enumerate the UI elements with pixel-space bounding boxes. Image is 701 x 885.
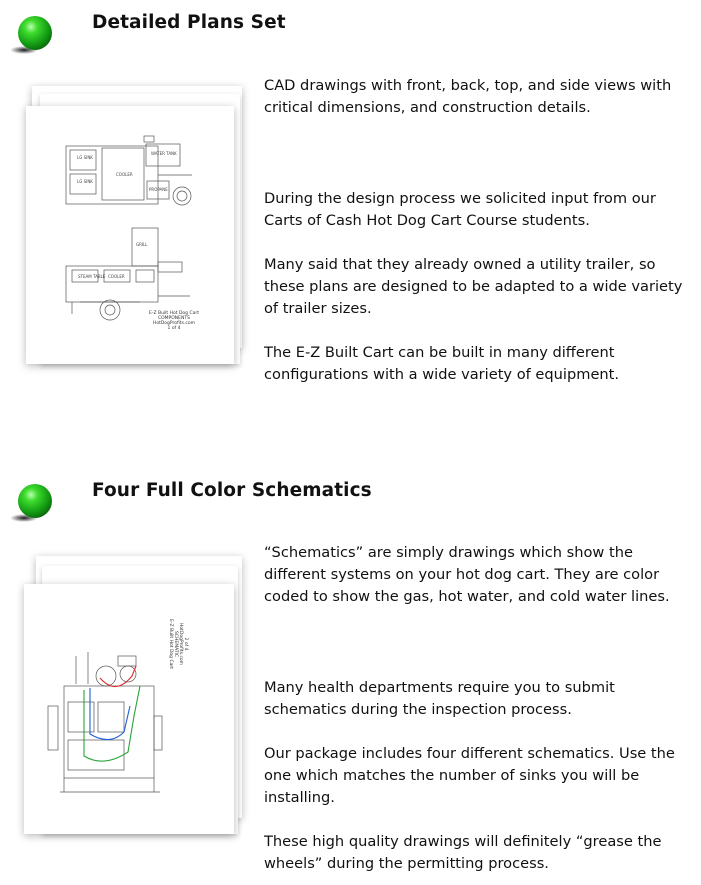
drawing-caption-line: COMPONENTS xyxy=(157,316,191,321)
schematic-drawing-image xyxy=(20,556,250,846)
drawing-caption-line: E-Z Built Hot Dog Cart xyxy=(149,311,199,316)
svg-text:STEAM TABLE: STEAM TABLE xyxy=(78,274,106,279)
section-heading: Four Full Color Schematics xyxy=(92,480,372,501)
section-heading: Detailed Plans Set xyxy=(92,12,286,33)
paragraph: These high quality drawings will definitely “grease the wheels” during the permitting process. xyxy=(264,833,662,872)
paragraph: Our package includes four different schematics. Use the one which matches the number of sinks you will be installing. xyxy=(264,745,675,806)
drawing-caption-line: 2 of 4 xyxy=(183,637,188,651)
svg-text:LG SINK: LG SINK xyxy=(77,155,93,160)
svg-text:COOLER: COOLER xyxy=(108,274,125,279)
plans-document-thumbnail xyxy=(20,86,250,376)
drawing-caption-line: 1 of 4 xyxy=(167,326,181,331)
drawing-caption-line: SCHEMATIC xyxy=(173,630,178,658)
section-color-schematics xyxy=(0,470,701,885)
paragraph: “Schematics” are simply drawings which show the different systems on your hot dog cart. They are color coded to show the gas, hot water, and cold water lines. xyxy=(264,544,670,605)
drawing-caption-line: HotDogProfits.com xyxy=(178,622,183,666)
paragraph: Many health departments require you to submit schematics during the inspection process. xyxy=(264,679,615,718)
svg-text:LG SINK: LG SINK xyxy=(77,179,93,184)
svg-text:WATER TANK: WATER TANK xyxy=(151,151,177,156)
paragraph: During the design process we solicited input from our Carts of Cash Hot Dog Cart Course students. xyxy=(264,190,656,229)
schematic-document-thumbnail xyxy=(20,556,250,846)
svg-text:GRILL: GRILL xyxy=(136,242,148,247)
cad-drawing-image xyxy=(20,86,250,376)
paragraph: CAD drawings with front, back, top, and side views with critical dimensions, and construction details. xyxy=(264,77,672,116)
svg-text:PROPANE: PROPANE xyxy=(149,187,168,192)
drawing-caption-line: E-Z Built Hot Dog Cart xyxy=(168,619,173,669)
svg-text:COOLER: COOLER xyxy=(116,172,133,177)
section-detailed-plans xyxy=(0,0,701,420)
green-ball-bullet-icon xyxy=(8,12,54,58)
drawing-caption-line: HotDogProfits.com xyxy=(152,321,196,326)
paragraph: Many said that they already owned a utility trailer, so these plans are designed to be adapted to a wide variety of trailer sizes. xyxy=(264,256,683,317)
green-ball-bullet-icon xyxy=(8,480,54,526)
paragraph: The E-Z Built Cart can be built in many different configurations with a wide variety of equipment. xyxy=(264,344,620,383)
